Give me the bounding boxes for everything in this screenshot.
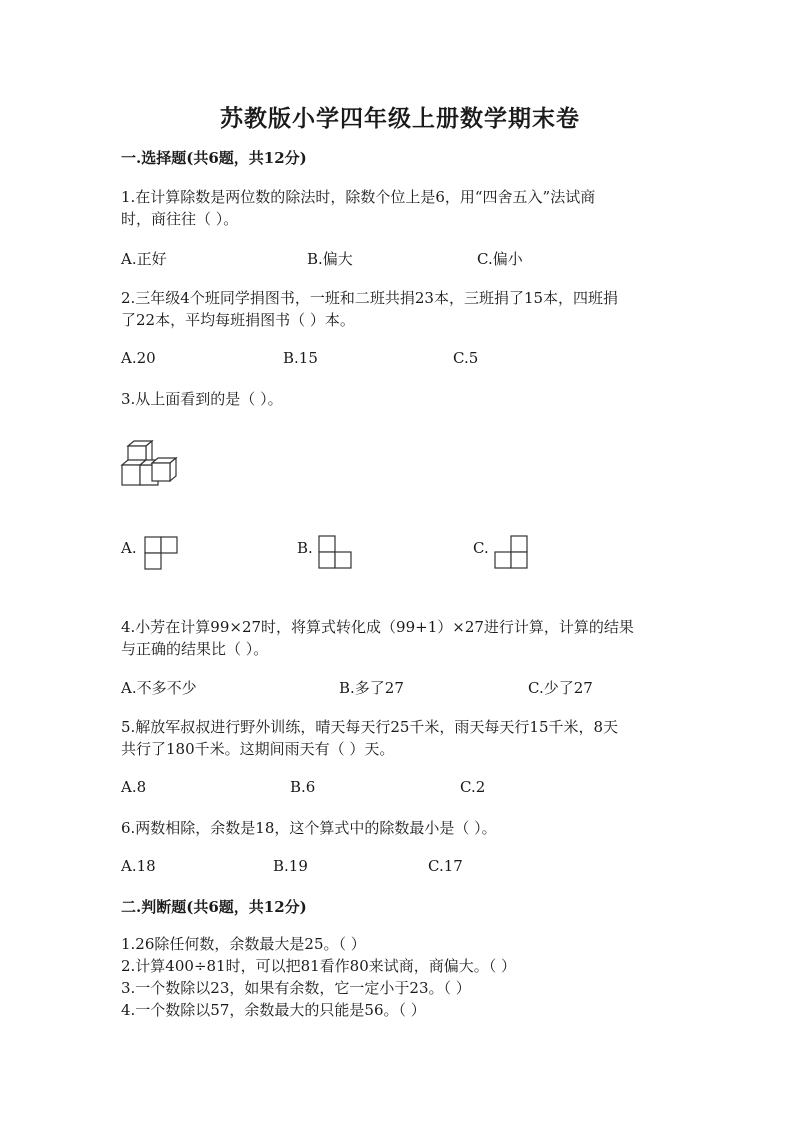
option-c-figure	[494, 535, 528, 569]
question-4-option-c: C.少了27	[528, 679, 593, 697]
judgment-item-1: 1.26除任何数，余数最大是25。（ ）	[121, 935, 366, 953]
question-6-line1: 6.两数相除，余数是18，这个算式中的除数最小是（ ）。	[121, 819, 497, 837]
question-3-option-b: B.	[297, 539, 313, 557]
question-2-option-a: A.20	[121, 349, 156, 367]
question-5-line1: 5.解放军叔叔进行野外训练，晴天每天行25千米，雨天每天行15千米，8天	[121, 718, 619, 736]
question-3-line1: 3.从上面看到的是（ ）。	[121, 390, 283, 408]
question-6-option-b: B.19	[273, 857, 308, 875]
question-2-option-c: C.5	[453, 349, 479, 367]
question-4-option-b: B.多了27	[339, 679, 404, 697]
question-2-option-b: B.15	[283, 349, 318, 367]
question-4-line1: 4.小芳在计算99×27时，将算式转化成（99+1）×27进行计算，计算的结果	[121, 618, 634, 636]
question-5-option-b: B.6	[290, 778, 316, 796]
question-6-option-c: C.17	[428, 857, 463, 875]
judgment-item-2: 2.计算400÷81时，可以把81看作80来试商，商偏大。（ ）	[121, 957, 517, 975]
question-1-option-a: A.正好	[121, 250, 167, 268]
question-1-line1: 1.在计算除数是两位数的除法时，除数个位上是6，用“四舍五入”法试商	[121, 188, 596, 206]
question-3-option-c: C.	[473, 539, 489, 557]
question-1-option-b: B.偏大	[307, 250, 353, 268]
question-2-line2: 了22本，平均每班捐图书（ ）本。	[121, 311, 355, 329]
option-b-figure	[318, 535, 352, 569]
page-title: 苏教版小学四年级上册数学期末卷	[220, 105, 580, 132]
question-5-option-c: C.2	[460, 778, 486, 796]
judgment-item-3: 3.一个数除以23，如果有余数，它一定小于23。（ ）	[121, 979, 471, 997]
question-2-line1: 2.三年级4个班同学捐图书，一班和二班共捐23本，三班捐了15本，四班捐	[121, 289, 619, 307]
section-heading-choice: 一.选择题(共6题，共12分)	[121, 149, 307, 167]
question-1-line2: 时，商往往（ ）。	[121, 210, 239, 228]
question-1-option-c: C.偏小	[477, 250, 523, 268]
cube-stack-figure	[120, 440, 180, 490]
question-3-option-a: A.	[121, 539, 137, 557]
section-heading-judgment: 二.判断题(共6题，共12分)	[121, 898, 307, 916]
question-5-option-a: A.8	[121, 778, 147, 796]
option-a-figure	[144, 536, 178, 570]
question-6-option-a: A.18	[121, 857, 156, 875]
question-4-option-a: A.不多不少	[121, 679, 197, 697]
judgment-item-4: 4.一个数除以57，余数最大的只能是56。（ ）	[121, 1001, 426, 1019]
question-4-line2: 与正确的结果比（ ）。	[121, 640, 269, 658]
question-5-line2: 共行了180千米。这期间雨天有（ ）天。	[121, 740, 395, 758]
